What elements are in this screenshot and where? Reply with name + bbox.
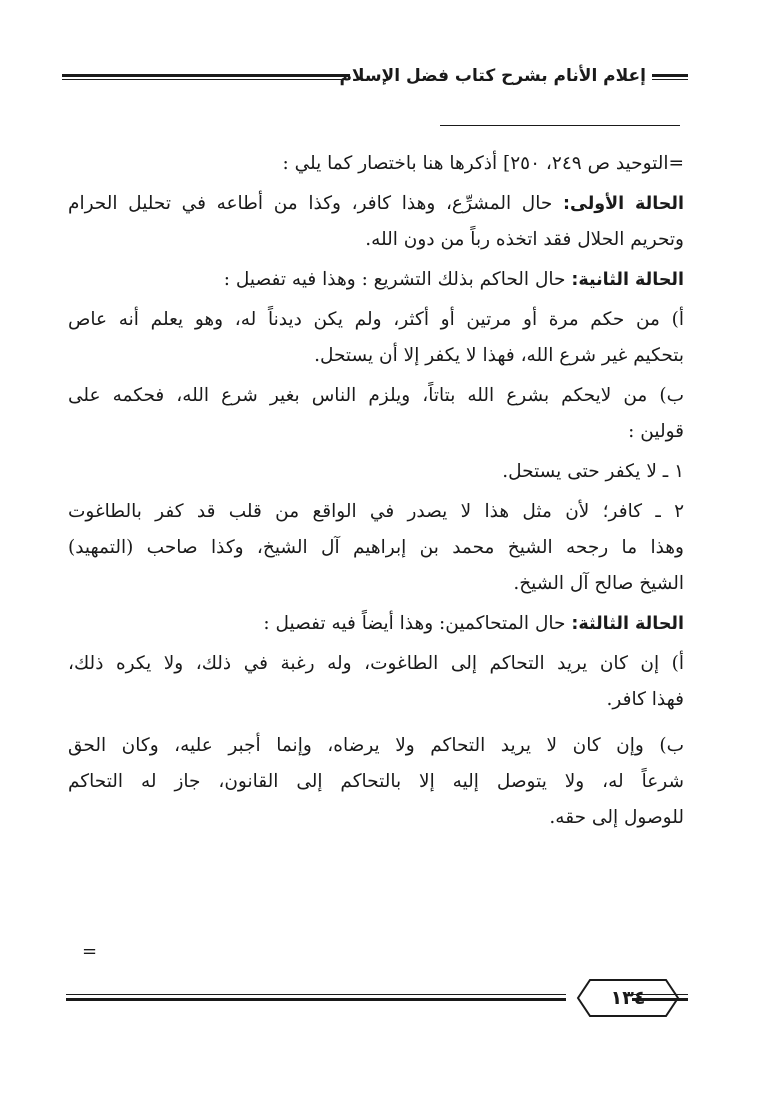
footnote-body	[68, 146, 684, 836]
footnote-intro: =التوحيد ص ٢٤٩، ٢٥٠] أذكرها هنا باختصار كما يلي :	[282, 153, 684, 174]
case1-text: حال المشرِّع، وهذا كافر، وكذا من أطاعه في تحليل الحرام	[68, 193, 553, 214]
case1-line1	[68, 186, 684, 222]
case1-line2: وتحريم الحلال فقد اتخذه رباً من دون الله.	[365, 229, 684, 250]
book-title: إعلام الأنام بشرح كتاب فضل الإسلام	[339, 66, 646, 86]
case3-b-line2: شرعاً له، ولا يتوصل إليه إلا بالتحاكم إلى القانون، جاز له التحاكم	[68, 771, 684, 792]
case2-b-line1: ب) من لايحكم بشرع الله بتاتاً، ويلزم الناس بغير شرع الله، فحكمه على	[68, 385, 684, 406]
case3-b-line1: ب) وإن كان لا يريد التحاكم ولا يرضاه، وإنما أجبر عليه، وكان الحق	[68, 735, 684, 756]
page-number: ١٣٤	[610, 987, 646, 1009]
header-rule-right	[652, 74, 688, 80]
footer-rule-right	[632, 994, 688, 1001]
opinion-2-line1: ٢ ـ كافر؛ لأن مثل هذا لا يصدر في الواقع من قلب قد كفر بالطاغوت	[68, 501, 684, 522]
case2-a-line1: أ) من حكم مرة أو مرتين أو أكثر، ولم يكن ديدناً له، وهو يعلم أنه عاص	[68, 309, 684, 330]
footer-rule-left	[66, 994, 566, 1001]
case2-label: الحالة الثانية:	[571, 270, 684, 290]
case3-b-line3: للوصول إلى حقه.	[549, 807, 684, 828]
case2-line1	[68, 262, 684, 298]
footnote-separator	[440, 125, 680, 126]
case2-b-line2: قولين :	[628, 421, 684, 442]
case3-text: حال المتحاكمين: وهذا أيضاً فيه تفصيل :	[263, 613, 566, 634]
case3-label: الحالة الثالثة:	[571, 614, 684, 634]
case3-a-line2: فهذا كافر.	[606, 689, 684, 710]
case3-line1	[68, 606, 684, 642]
running-header	[62, 66, 688, 90]
opinion-1: ١ ـ لا يكفر حتى يستحل.	[502, 461, 684, 482]
opinion-2-line2: وهذا ما رجحه الشيخ محمد بن إبراهيم آل الشيخ، وكذا صاحب (التمهيد)	[68, 537, 684, 558]
case3-a-line1: أ) إن كان يريد التحاكم إلى الطاغوت، وله رغبة في ذلك، ولا يكره ذلك،	[68, 653, 684, 674]
header-rule-left	[62, 74, 350, 80]
case2-a-line2: بتحكيم غير شرع الله، فهذا لا يكفر إلا أن يستحل.	[314, 345, 684, 366]
case2-text: حال الحاكم بذلك التشريع : وهذا فيه تفصيل :	[223, 269, 566, 290]
page-footer	[66, 970, 688, 1030]
opinion-2-line3: الشيخ صالح آل الشيخ.	[513, 573, 684, 594]
continuation-mark: =	[82, 941, 98, 962]
case1-label: الحالة الأولى:	[563, 194, 684, 214]
